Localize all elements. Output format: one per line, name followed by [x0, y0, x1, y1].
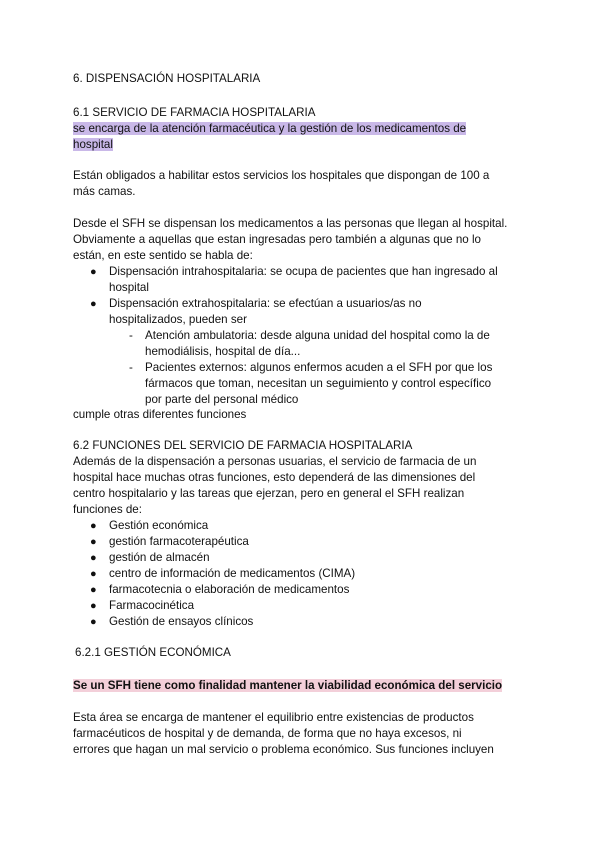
paragraph-line: están, en este sentido se habla de:	[73, 249, 253, 262]
section-title-6-2: 6.2 FUNCIONES DEL SERVICIO DE FARMACIA HOSPITALARIA	[73, 439, 413, 452]
list-item: Farmacocinética	[109, 599, 195, 612]
sub-list-item: Atención ambulatoria: desde alguna unidad del hospital como la de	[145, 329, 490, 342]
bullet-icon: ●	[90, 600, 97, 612]
paragraph-line: funciones de:	[73, 503, 142, 516]
section-title-6-1: 6.1 SERVICIO DE FARMACIA HOSPITALARIA	[73, 106, 316, 119]
paragraph-line: Desde el SFH se dispensan los medicamentos a las personas que llegan al hospital.	[73, 217, 508, 230]
bullet-icon: ●	[90, 536, 97, 548]
highlighted-text: Se un SFH tiene como finalidad mantener la viabilidad económica del servicio	[73, 679, 503, 692]
paragraph-line: Obviamente a aquellas que estan ingresadas pero también a algunas que no lo	[73, 233, 481, 246]
paragraph-line: Además de la dispensación a personas usuarias, el servicio de farmacia de un	[73, 455, 477, 468]
highlighted-text: se encarga de la atención farmacéutica y la gestión de los medicamentos de	[73, 122, 467, 135]
list-item-continuation: hospitalizados, pueden ser	[109, 313, 247, 326]
section-heading-6: 6. DISPENSACIÓN HOSPITALARIA	[73, 72, 261, 85]
section-title-6-2-1: 6.2.1 GESTIÓN ECONÓMICA	[75, 646, 231, 659]
list-item: Gestión de ensayos clínicos	[109, 615, 254, 628]
bullet-icon: ●	[90, 266, 97, 278]
paragraph-line: más camas.	[73, 185, 136, 198]
bullet-icon: ●	[90, 584, 97, 596]
list-item: Gestión económica	[109, 519, 209, 532]
bullet-icon: ●	[90, 616, 97, 628]
paragraph-line: hospital hace muchas otras funciones, esto dependerá de las dimensiones del	[73, 471, 476, 484]
highlight-line-2	[73, 137, 113, 153]
highlighted-text: hospital	[73, 138, 113, 151]
highlight-line-1	[73, 121, 466, 137]
bullet-icon: ●	[90, 552, 97, 564]
dash-icon: -	[129, 329, 133, 342]
paragraph-line: cumple otras diferentes funciones	[73, 408, 247, 421]
paragraph-line: errores que hagan un mal servicio o problema económico. Sus funciones incluyen	[73, 743, 494, 756]
list-item: Dispensación extrahospitalaria: se efectúan a usuarios/as no	[109, 297, 422, 310]
sub-list-item: Pacientes externos: algunos enfermos acuden a el SFH por que los	[145, 361, 493, 374]
paragraph-line: centro hospitalario y las tareas que ejerzan, pero en general el SFH realizan	[73, 487, 465, 500]
list-item-continuation: hospital	[109, 281, 149, 294]
bullet-icon: ●	[90, 568, 97, 580]
paragraph-line: Esta área se encarga de mantener el equilibrio entre existencias de productos	[73, 711, 474, 724]
sub-list-item-continuation: hemodiálisis, hospital de día...	[145, 345, 301, 358]
paragraph-line: Están obligados a habilitar estos servicios los hospitales que dispongan de 100 a	[73, 169, 490, 182]
list-item: centro de información de medicamentos (CIMA)	[109, 567, 356, 580]
bullet-icon: ●	[90, 520, 97, 532]
paragraph-line: farmacéuticos de hospital y de demanda, de forma que no haya excesos, ni	[73, 727, 462, 740]
list-item: Dispensación intrahospitalaria: se ocupa de pacientes que han ingresado al	[109, 265, 498, 278]
list-item: farmacotecnia o elaboración de medicamentos	[109, 583, 350, 596]
bullet-icon: ●	[90, 298, 97, 310]
list-item: gestión farmacoterapéutica	[109, 535, 249, 548]
list-item: gestión de almacén	[109, 551, 210, 564]
dash-icon: -	[129, 361, 133, 374]
sub-list-item-continuation: por parte del personal médico	[145, 393, 299, 406]
highlight-line	[73, 678, 502, 694]
sub-list-item-continuation: fármacos que toman, necesitan un seguimiento y control específico	[145, 377, 492, 390]
